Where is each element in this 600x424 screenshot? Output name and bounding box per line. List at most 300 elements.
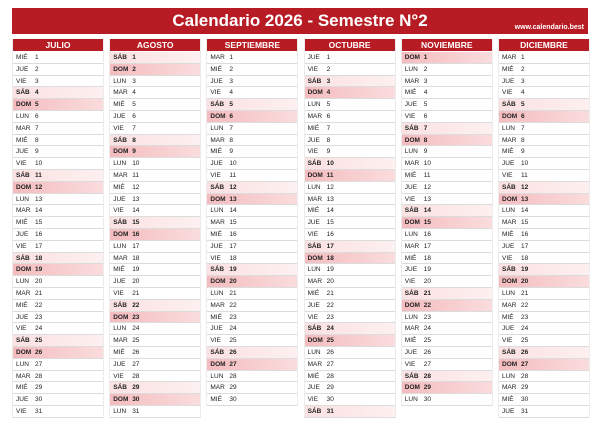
weekday-label: MIÉ — [502, 230, 514, 238]
day-row — [110, 52, 200, 64]
weekday-label: VIE — [16, 242, 27, 250]
day-row — [402, 194, 492, 206]
day-number: 11 — [423, 171, 431, 179]
weekday-label: JUE — [113, 360, 126, 368]
day-number: 4 — [35, 89, 39, 97]
weekday-label: LUN — [113, 325, 127, 333]
weekday-label: MAR — [210, 54, 225, 61]
day-number: 3 — [229, 77, 234, 85]
weekday-label: DOM — [307, 254, 323, 262]
day-row — [207, 135, 297, 147]
weekday-label: SÁB — [502, 348, 516, 356]
day-number: 26 — [326, 348, 334, 356]
day-row — [207, 276, 297, 288]
weekday-label: VIE — [210, 254, 221, 262]
month-header: OCTUBRE — [305, 39, 395, 51]
weekday-label: MAR — [210, 384, 225, 392]
day-number: 31 — [521, 407, 529, 415]
day-number: 7 — [229, 124, 234, 132]
day-row — [499, 99, 589, 111]
day-row — [305, 335, 395, 347]
day-row — [110, 182, 200, 194]
weekday-label: LUN — [113, 407, 127, 415]
weekday-label: LUN — [210, 207, 224, 215]
day-number: 3 — [326, 77, 331, 85]
day-number: 30 — [132, 396, 140, 404]
day-row — [207, 76, 297, 88]
day-number: 30 — [423, 396, 432, 404]
weekday-label: MIÉ — [307, 207, 320, 215]
weekday-label: VIE — [307, 230, 319, 238]
day-row — [402, 123, 492, 135]
weekday-label: VIE — [16, 325, 27, 333]
weekday-label: JUE — [16, 65, 29, 73]
day-row — [402, 335, 492, 347]
day-number: 1 — [132, 54, 136, 61]
day-number: 30 — [229, 396, 237, 404]
day-row — [207, 312, 297, 324]
day-number: 9 — [229, 148, 234, 156]
day-row — [305, 406, 395, 418]
weekday-label: MAR — [210, 219, 225, 227]
weekday-label: VIE — [404, 112, 416, 120]
weekday-label: LUN — [307, 183, 321, 191]
weekday-label: SÁB — [16, 337, 30, 345]
day-row — [13, 241, 103, 253]
day-row — [13, 229, 103, 241]
day-row — [402, 323, 492, 335]
day-number: 31 — [35, 407, 43, 415]
day-number: 28 — [229, 372, 237, 380]
day-row — [499, 194, 589, 206]
day-row — [110, 335, 200, 347]
weekday-label: MIÉ — [210, 148, 222, 156]
day-number: 21 — [35, 289, 43, 297]
day-row — [402, 241, 492, 253]
day-number: 29 — [423, 384, 432, 392]
day-row — [207, 394, 297, 406]
month-column-septiembre — [206, 39, 298, 406]
weekday-label: SÁB — [404, 124, 419, 132]
day-number: 10 — [35, 160, 43, 168]
day-number: 13 — [521, 195, 529, 203]
day-number: 19 — [229, 266, 237, 274]
day-number: 5 — [229, 101, 234, 109]
weekday-label: VIE — [16, 77, 27, 85]
day-row — [402, 135, 492, 147]
day-row — [305, 52, 395, 64]
day-number: 11 — [132, 171, 139, 179]
weekday-label: DOM — [16, 101, 32, 109]
weekday-label: LUN — [210, 372, 224, 380]
weekday-label: SÁB — [210, 101, 225, 109]
day-row — [13, 111, 103, 123]
day-row — [110, 229, 200, 241]
weekday-label: LUN — [16, 195, 30, 203]
weekday-label: DOM — [502, 360, 518, 368]
weekday-label: MAR — [113, 337, 128, 345]
weekday-label: LUN — [502, 289, 516, 297]
day-row — [110, 205, 200, 217]
day-number: 27 — [35, 360, 43, 368]
day-number: 3 — [423, 77, 428, 85]
weekday-label: JUE — [502, 325, 515, 333]
weekday-label: LUN — [113, 77, 127, 85]
day-number: 13 — [423, 195, 432, 203]
day-number: 27 — [132, 360, 140, 368]
header-bar — [12, 8, 588, 34]
day-row — [499, 382, 589, 394]
month-column-octubre — [304, 39, 396, 418]
day-row — [305, 123, 395, 135]
day-row — [402, 276, 492, 288]
weekday-label: VIE — [502, 254, 513, 262]
day-row — [499, 323, 589, 335]
weekday-label: MIÉ — [210, 396, 222, 404]
day-row — [110, 170, 200, 182]
month-column-agosto — [109, 39, 201, 418]
weekday-label: VIE — [404, 278, 416, 286]
day-number: 11 — [326, 171, 334, 179]
day-row — [110, 135, 200, 147]
weekday-label: LUN — [307, 266, 321, 274]
day-number: 5 — [521, 101, 525, 109]
day-number: 26 — [35, 348, 43, 356]
day-number: 29 — [132, 384, 140, 392]
weekday-label: DOM — [307, 171, 323, 179]
weekday-label: JUE — [404, 101, 418, 109]
day-row — [305, 99, 395, 111]
day-row — [499, 335, 589, 347]
day-number: 27 — [229, 360, 237, 368]
weekday-label: MIÉ — [502, 148, 514, 156]
day-number: 10 — [132, 160, 140, 168]
weekday-label: JUE — [210, 242, 223, 250]
day-row — [499, 288, 589, 300]
day-number: 30 — [521, 396, 529, 404]
day-number: 12 — [132, 183, 140, 191]
day-number: 6 — [326, 112, 331, 120]
day-number: 9 — [35, 148, 39, 156]
day-number: 9 — [326, 148, 331, 156]
day-row — [13, 300, 103, 312]
weekday-label: JUE — [404, 348, 418, 356]
day-row — [305, 194, 395, 206]
day-number: 3 — [35, 77, 39, 85]
day-number: 23 — [229, 313, 237, 321]
day-row — [207, 323, 297, 335]
day-row — [305, 111, 395, 123]
day-row — [13, 276, 103, 288]
weekday-label: MAR — [404, 77, 420, 85]
weekday-label: LUN — [307, 348, 321, 356]
weekday-label: SÁB — [113, 136, 127, 144]
weekday-label: LUN — [113, 160, 127, 168]
day-number: 31 — [132, 407, 140, 415]
day-row — [207, 146, 297, 158]
day-row — [13, 158, 103, 170]
weekday-label: LUN — [16, 278, 30, 286]
day-number: 9 — [521, 148, 525, 156]
weekday-label: SÁB — [307, 77, 322, 85]
day-number: 13 — [229, 195, 237, 203]
day-number: 12 — [521, 183, 529, 191]
day-number: 24 — [35, 325, 43, 333]
weekday-label: LUN — [502, 372, 516, 380]
day-number: 18 — [423, 254, 432, 262]
day-row — [110, 264, 200, 276]
day-number: 22 — [229, 301, 237, 309]
day-number: 25 — [326, 337, 334, 345]
weekday-label: SÁB — [210, 266, 225, 274]
weekday-label: SÁB — [113, 301, 127, 309]
day-number: 21 — [423, 289, 432, 297]
day-row — [402, 182, 492, 194]
day-number: 18 — [132, 254, 140, 262]
day-number: 12 — [423, 183, 432, 191]
weekday-label: MIÉ — [16, 54, 28, 61]
day-row — [207, 382, 297, 394]
day-row — [110, 241, 200, 253]
day-row — [207, 241, 297, 253]
day-row — [499, 146, 589, 158]
weekday-label: MIÉ — [307, 124, 320, 132]
weekday-label: MAR — [307, 360, 323, 368]
day-number: 6 — [423, 112, 428, 120]
day-number: 19 — [423, 266, 432, 274]
day-row — [110, 253, 200, 265]
day-number: 17 — [423, 242, 432, 250]
day-number: 5 — [423, 101, 428, 109]
weekday-label: DOM — [210, 112, 226, 120]
weekday-label: VIE — [16, 407, 27, 415]
weekday-label: SÁB — [404, 207, 419, 215]
day-number: 16 — [423, 230, 432, 238]
day-row — [13, 347, 103, 359]
day-row — [207, 182, 297, 194]
day-number: 16 — [326, 230, 334, 238]
weekday-label: MIÉ — [210, 313, 222, 321]
weekday-label: DOM — [404, 136, 420, 144]
day-row — [499, 241, 589, 253]
weekday-label: MAR — [502, 136, 517, 144]
weekday-label: SÁB — [16, 89, 30, 97]
day-number: 14 — [326, 207, 334, 215]
weekday-label: VIE — [113, 289, 124, 297]
day-row — [207, 300, 297, 312]
day-number: 11 — [521, 171, 528, 179]
weekday-label: MAR — [404, 242, 420, 250]
day-number: 22 — [521, 301, 529, 309]
weekday-label: LUN — [210, 124, 224, 132]
day-number: 8 — [229, 136, 234, 144]
weekday-label: JUE — [307, 136, 320, 144]
day-number: 25 — [35, 337, 43, 345]
day-row — [110, 111, 200, 123]
weekday-label: LUN — [404, 148, 418, 156]
day-number: 6 — [132, 112, 136, 120]
day-number: 23 — [132, 313, 140, 321]
day-number: 12 — [229, 183, 237, 191]
day-row — [402, 205, 492, 217]
day-number: 25 — [132, 337, 140, 345]
weekday-label: DOM — [113, 148, 129, 156]
weekday-label: MAR — [307, 278, 323, 286]
day-number: 16 — [521, 230, 529, 238]
day-number: 15 — [423, 219, 432, 227]
day-row — [305, 347, 395, 359]
weekday-label: VIE — [210, 337, 221, 345]
weekday-label: DOM — [502, 195, 518, 203]
weekday-label: JUE — [502, 407, 515, 415]
day-number: 18 — [326, 254, 334, 262]
day-number: 15 — [521, 219, 529, 227]
day-number: 17 — [326, 242, 334, 250]
day-row — [402, 64, 492, 76]
day-number: 19 — [132, 266, 140, 274]
weekday-label: SÁB — [113, 384, 127, 392]
weekday-label: DOM — [307, 89, 323, 97]
day-row — [402, 264, 492, 276]
day-number: 20 — [521, 278, 529, 286]
weekday-label: MIÉ — [16, 136, 28, 144]
weekday-label: JUE — [16, 313, 29, 321]
day-number: 26 — [229, 348, 237, 356]
day-row — [13, 264, 103, 276]
weekday-label: JUE — [404, 266, 418, 274]
day-number: 22 — [423, 301, 432, 309]
day-number: 6 — [35, 112, 39, 120]
day-row — [305, 382, 395, 394]
day-number: 29 — [229, 384, 237, 392]
weekday-label: MIÉ — [307, 372, 320, 380]
weekday-label: VIE — [404, 195, 416, 203]
weekday-label: JUE — [210, 160, 223, 168]
day-row — [499, 276, 589, 288]
weekday-label: MAR — [307, 112, 323, 120]
day-row — [110, 394, 200, 406]
weekday-label: SÁB — [113, 219, 127, 227]
weekday-label: SÁB — [502, 101, 516, 109]
weekday-label: MAR — [502, 384, 517, 392]
day-row — [305, 288, 395, 300]
day-row — [13, 335, 103, 347]
day-number: 20 — [35, 278, 43, 286]
day-row — [110, 382, 200, 394]
day-number: 28 — [423, 372, 432, 380]
day-row — [207, 253, 297, 265]
day-row — [305, 217, 395, 229]
weekday-label: VIE — [307, 148, 319, 156]
day-row — [305, 276, 395, 288]
weekday-label: MAR — [502, 301, 517, 309]
day-row — [499, 64, 589, 76]
day-number: 25 — [423, 337, 432, 345]
weekday-label: MIÉ — [16, 301, 28, 309]
day-row — [402, 300, 492, 312]
day-row — [13, 205, 103, 217]
weekday-label: MAR — [210, 136, 225, 144]
day-row — [499, 52, 589, 64]
day-number: 22 — [132, 301, 140, 309]
day-number: 15 — [229, 219, 237, 227]
day-number: 8 — [132, 136, 136, 144]
day-row — [305, 87, 395, 99]
day-number: 15 — [35, 219, 43, 227]
day-row — [402, 359, 492, 371]
weekday-label: SÁB — [16, 254, 30, 262]
weekday-label: DOM — [16, 183, 32, 191]
day-number: 11 — [229, 171, 237, 179]
weekday-label: SÁB — [113, 54, 127, 61]
weekday-label: DOM — [113, 313, 129, 321]
weekday-label: MIÉ — [113, 101, 125, 109]
weekday-label: JUE — [404, 183, 418, 191]
month-header: DICIEMBRE — [499, 39, 589, 51]
day-row — [207, 347, 297, 359]
day-number: 17 — [132, 242, 140, 250]
day-row — [305, 229, 395, 241]
day-row — [110, 323, 200, 335]
day-number: 3 — [132, 77, 136, 85]
day-row — [305, 394, 395, 406]
day-number: 23 — [423, 313, 432, 321]
page-title: Calendario 2026 - Semestre N°2 — [172, 11, 428, 30]
weekday-label: JUE — [307, 384, 320, 392]
day-row — [13, 182, 103, 194]
weekday-label: JUE — [307, 301, 320, 309]
day-number: 17 — [521, 242, 529, 250]
day-number: 14 — [423, 207, 432, 215]
weekday-label: MIÉ — [502, 396, 514, 404]
day-row — [305, 182, 395, 194]
day-row — [499, 253, 589, 265]
month-column-noviembre — [401, 39, 493, 406]
day-row — [499, 371, 589, 383]
day-number: 17 — [35, 242, 43, 250]
weekday-label: VIE — [502, 89, 513, 97]
weekday-label: JUE — [16, 396, 29, 404]
day-number: 21 — [521, 289, 529, 297]
day-number: 23 — [35, 313, 43, 321]
day-number: 3 — [521, 77, 525, 85]
day-number: 7 — [326, 124, 331, 132]
day-row — [110, 359, 200, 371]
weekday-label: VIE — [210, 171, 221, 179]
weekday-label: MIÉ — [113, 348, 125, 356]
weekday-label: DOM — [307, 337, 323, 345]
weekday-label: MAR — [113, 89, 128, 97]
weekday-label: VIE — [502, 171, 513, 179]
day-row — [305, 253, 395, 265]
weekday-label: SÁB — [502, 183, 516, 191]
weekday-label: MAR — [16, 372, 31, 380]
weekday-label: VIE — [404, 360, 416, 368]
weekday-label: VIE — [113, 372, 124, 380]
day-row — [402, 229, 492, 241]
day-row — [13, 64, 103, 76]
day-number: 27 — [521, 360, 529, 368]
day-row — [110, 217, 200, 229]
weekday-label: MIÉ — [404, 337, 417, 345]
weekday-label: SÁB — [210, 348, 225, 356]
weekday-label: DOM — [210, 360, 226, 368]
day-row — [499, 229, 589, 241]
weekday-label: DOM — [404, 54, 420, 61]
weekday-label: SÁB — [210, 183, 225, 191]
weekday-label: MIÉ — [210, 65, 222, 73]
day-row — [305, 76, 395, 88]
